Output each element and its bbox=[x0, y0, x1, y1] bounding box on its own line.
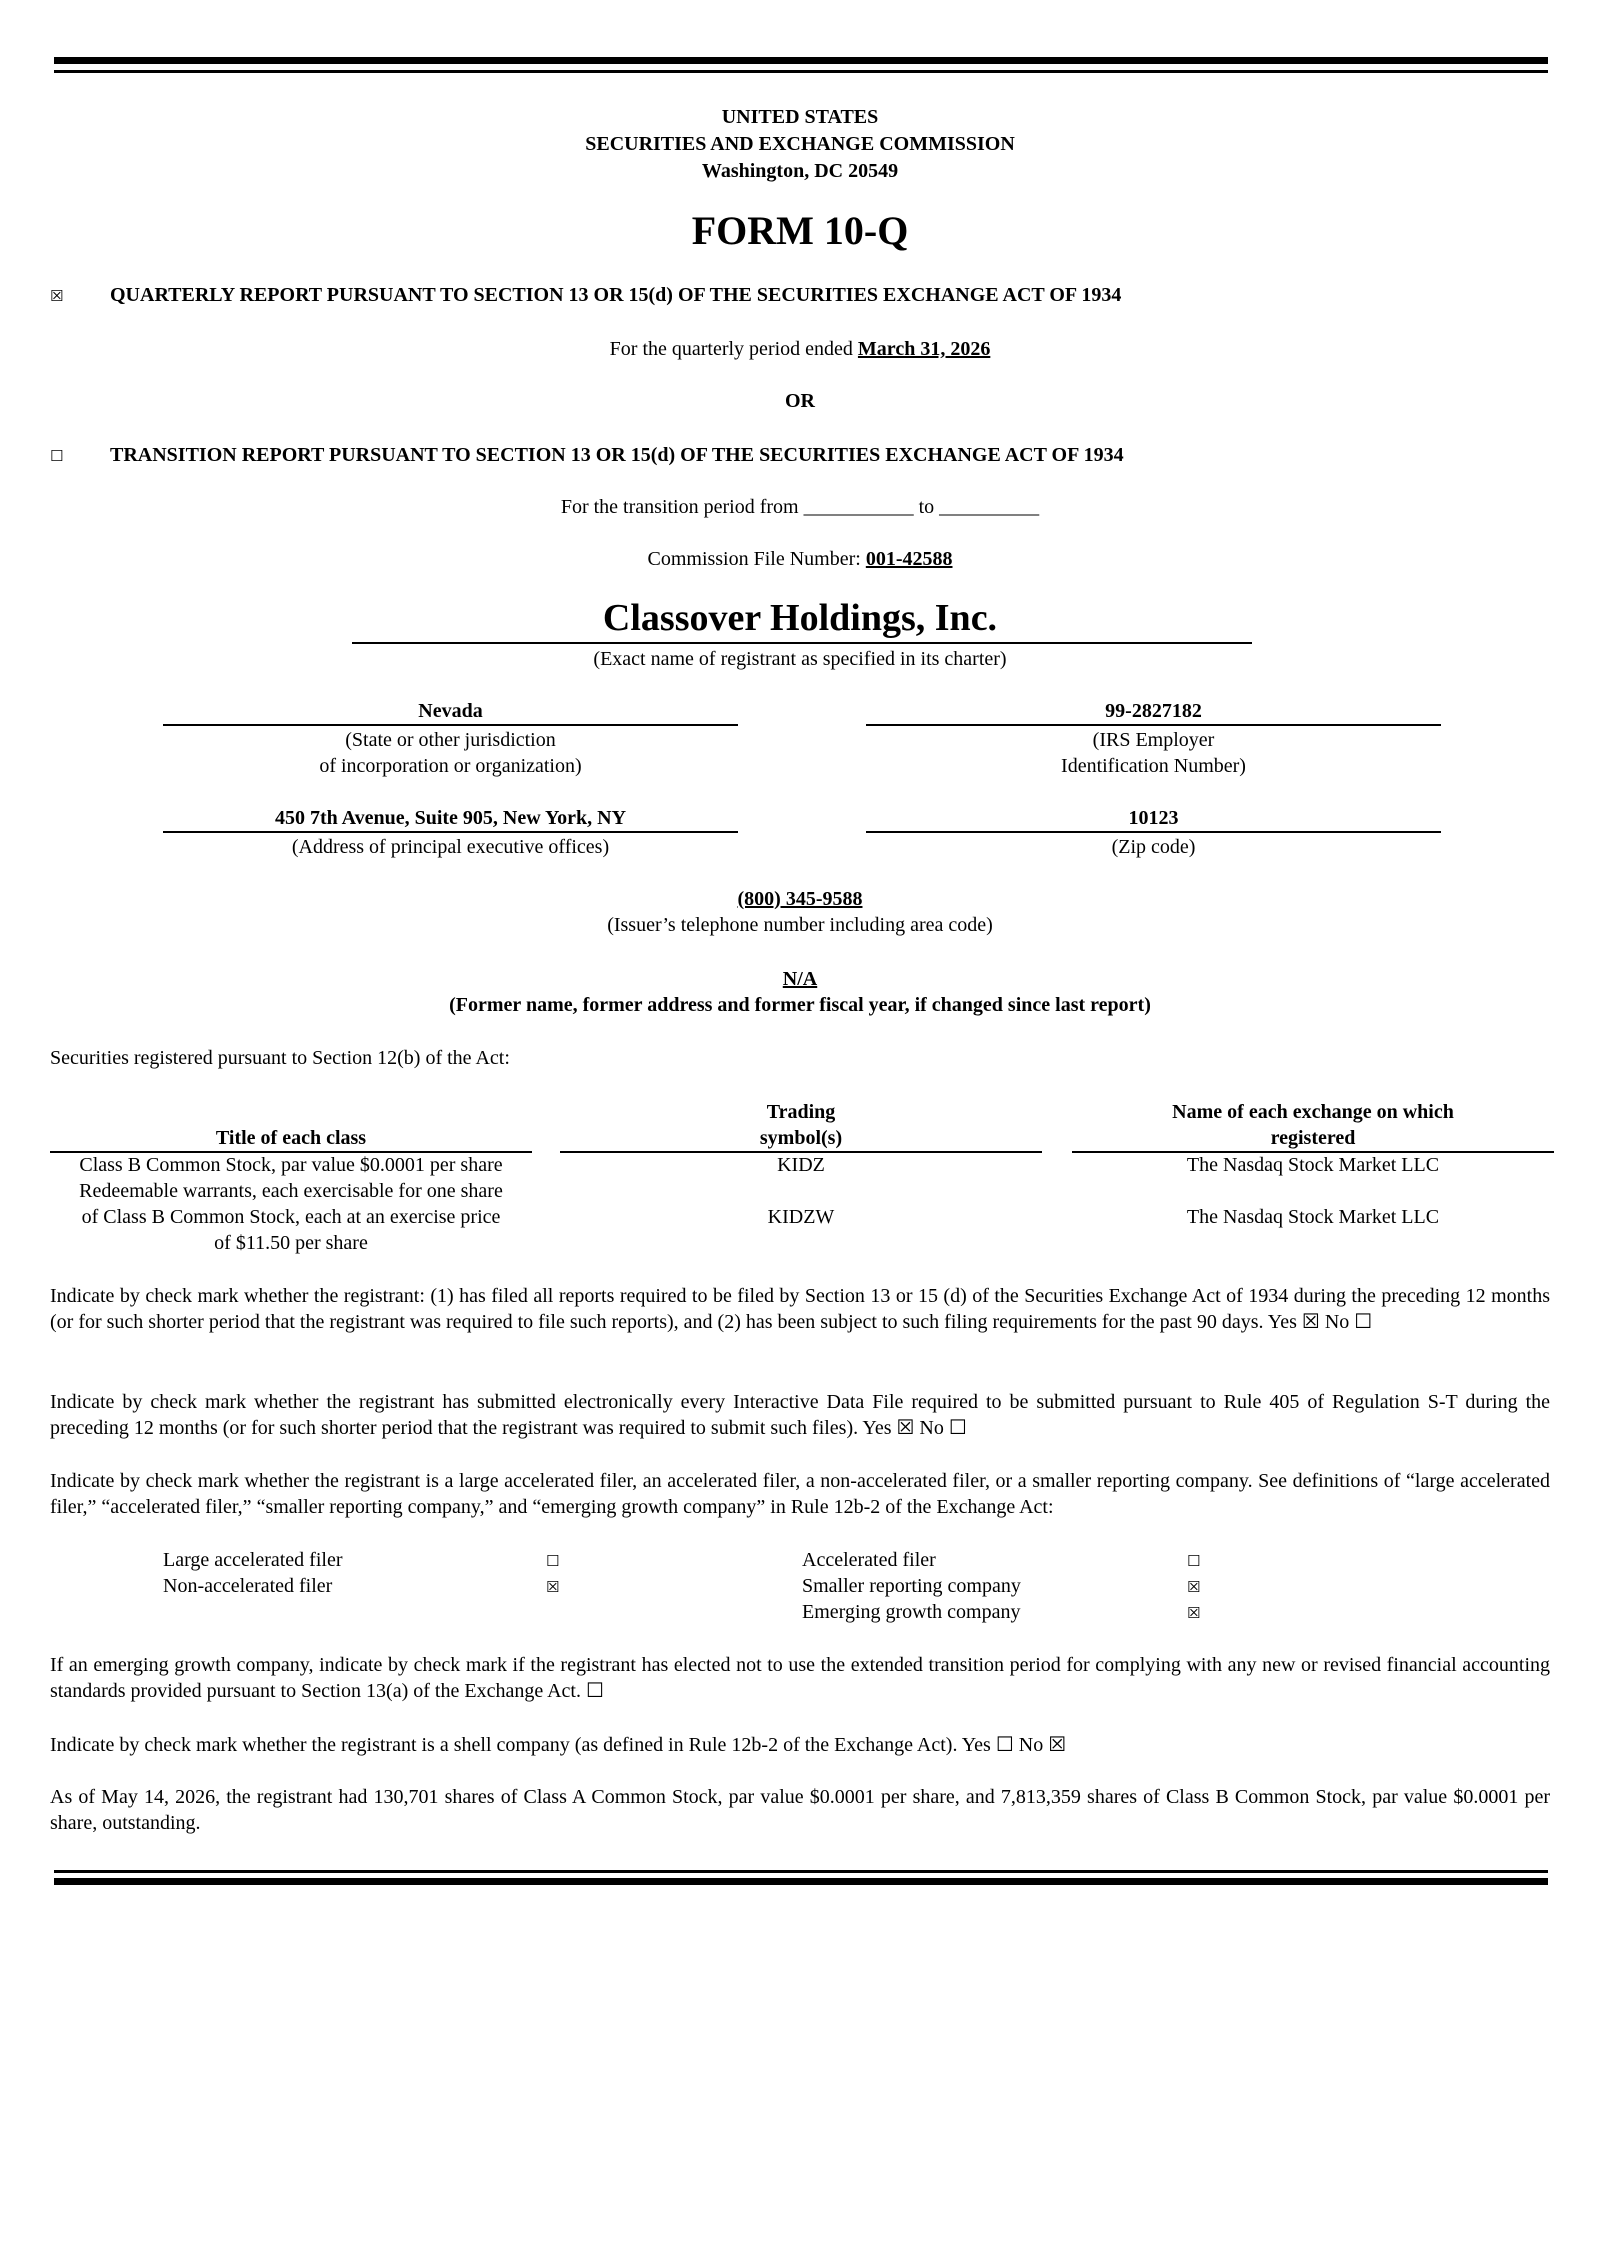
col-header-exchange-1: Name of each exchange on which bbox=[1172, 1101, 1454, 1123]
state-caption-1: (State or other jurisdiction bbox=[345, 729, 556, 751]
commission-prefix: Commission File Number: bbox=[647, 548, 866, 570]
col-header-symbol-1: Trading bbox=[766, 1101, 836, 1123]
address-caption: (Address of principal executive offices) bbox=[291, 836, 610, 858]
quarterly-period-line bbox=[0, 336, 1600, 362]
table-row-2-title-line-2: of Class B Common Stock, each at an exercise price bbox=[81, 1206, 501, 1228]
period-date: March 31, 2026 bbox=[857, 338, 991, 360]
quarterly-checkbox: ☒ bbox=[50, 287, 64, 305]
table-row-1-symbol: KIDZ bbox=[777, 1154, 825, 1176]
zip-value: 10123 bbox=[1128, 807, 1179, 829]
table-row-1-title: Class B Common Stock, par value $0.0001 per share bbox=[79, 1154, 503, 1176]
bottom-rule-thick bbox=[54, 1878, 1548, 1885]
filer-status-paragraph: Indicate by check mark whether the registrant is a large accelerated filer, an accelerated filer, a non-accelerated filer, or a smaller reporting company. See definitions of “large accelerated filer,” “accelerated filer,” “smaller reporting company,” and “emerging growth company” in Rule 12b-2 of the Exchange Act: bbox=[50, 1470, 1550, 1518]
state-value: Nevada bbox=[418, 700, 483, 722]
ein-rule bbox=[866, 724, 1441, 726]
address-value: 450 7th Avenue, Suite 905, New York, NY bbox=[274, 807, 627, 829]
filed-reports-answer: Yes ☒ No ☐ bbox=[1267, 1311, 1373, 1333]
state-rule bbox=[163, 724, 738, 726]
zip-caption: (Zip code) bbox=[1111, 836, 1196, 858]
address-rule bbox=[163, 831, 738, 833]
securities-intro: Securities registered pursuant to Section 12(b) of the Act: bbox=[50, 1047, 510, 1069]
table-row-1-exchange: The Nasdaq Stock Market LLC bbox=[1186, 1154, 1440, 1176]
emerging-growth-label: Emerging growth company bbox=[802, 1601, 1021, 1623]
smaller-reporting-label: Smaller reporting company bbox=[802, 1575, 1021, 1597]
col-header-exchange-2: registered bbox=[1270, 1127, 1356, 1149]
egc-paragraph: If an emerging growth company, indicate by check mark if the registrant has elected not to use the extended transition period for complying with any new or revised financial accounting standards provided pursuant to Section 13(a) of the Exchange Act. ☐ bbox=[50, 1654, 1550, 1702]
filed-reports-text: Indicate by check mark whether the registrant: (1) has filed all reports required to be filed by Section 13 or 15 (d) of the Securities Exchange Act of 1934 during the preceding 12 months (or for such shorter period that the registrant was required to file such reports), and (2) has been subject to such filing requirements for the past 90 days. bbox=[50, 1285, 1550, 1333]
quarterly-report-label: QUARTERLY REPORT PURSUANT TO SECTION 13 OR 15(d) OF THE SECURITIES EXCHANGE ACT OF 1934 bbox=[110, 284, 1122, 306]
col-header-title: Title of each class bbox=[215, 1127, 367, 1149]
registrant-name-caption: (Exact name of registrant as specified in its charter) bbox=[593, 648, 1007, 670]
table-row-2-title-line-3: of $11.50 per share bbox=[214, 1232, 368, 1254]
form-title: FORM 10-Q bbox=[691, 208, 909, 253]
transition-report-label: TRANSITION REPORT PURSUANT TO SECTION 13 OR 15(d) OF THE SECURITIES EXCHANGE ACT OF 1934 bbox=[110, 444, 1124, 466]
former-name: N/A bbox=[782, 968, 818, 990]
filed-reports-paragraph bbox=[50, 1283, 1550, 1335]
header-line-2: SECURITIES AND EXCHANGE COMMISSION bbox=[585, 133, 1015, 155]
top-rule-thick bbox=[54, 57, 1548, 64]
smaller-reporting-checkbox: ☒ bbox=[1187, 1578, 1201, 1596]
accelerated-label: Accelerated filer bbox=[802, 1549, 936, 1571]
large-accelerated-checkbox: ☐ bbox=[546, 1552, 560, 1570]
table-row-2-exchange: The Nasdaq Stock Market LLC bbox=[1186, 1206, 1440, 1228]
transition-checkbox: ☐ bbox=[50, 447, 64, 465]
ein-caption-2: Identification Number) bbox=[1061, 755, 1246, 777]
interactive-data-answer: Yes ☒ No ☐ bbox=[862, 1417, 967, 1439]
period-prefix: For the quarterly period ended bbox=[609, 338, 858, 360]
non-accelerated-checkbox: ☒ bbox=[546, 1578, 560, 1596]
top-rule-thin bbox=[54, 70, 1548, 73]
shares-outstanding-paragraph: As of May 14, 2026, the registrant had 130,701 shares of Class A Common Stock, par value $0.0001 per share, and 7,813,359 shares of Class B Common Stock, par value $0.0001 per share, outstanding. bbox=[50, 1786, 1550, 1834]
ein-caption-1: (IRS Employer bbox=[1092, 729, 1215, 751]
table-row-2-symbol: KIDZW bbox=[767, 1206, 835, 1228]
header-line-3: Washington, DC 20549 bbox=[701, 160, 899, 182]
transition-period-line: For the transition period from ___________ to __________ bbox=[560, 496, 1040, 518]
registrant-name: Classover Holdings, Inc. bbox=[602, 597, 998, 639]
shell-company-paragraph: Indicate by check mark whether the registrant is a shell company (as defined in Rule 12b-2 of the Exchange Act). Yes ☐ No ☒ bbox=[50, 1734, 1067, 1756]
registrant-name-rule bbox=[352, 642, 1252, 644]
bottom-rule-thin bbox=[54, 1870, 1548, 1873]
interactive-data-paragraph bbox=[50, 1389, 1550, 1441]
header-line-1: UNITED STATES bbox=[721, 106, 879, 128]
ein-value: 99-2827182 bbox=[1105, 700, 1202, 722]
col-header-symbol-2: symbol(s) bbox=[759, 1127, 843, 1149]
phone-number: (800) 345-9588 bbox=[737, 888, 863, 910]
table-row-2-title-line-1: Redeemable warrants, each exercisable for one share bbox=[79, 1180, 503, 1202]
non-accelerated-label: Non-accelerated filer bbox=[163, 1575, 333, 1597]
or-label: OR bbox=[785, 390, 815, 412]
commission-file-line bbox=[0, 546, 1600, 572]
phone-caption: (Issuer’s telephone number including area code) bbox=[607, 914, 993, 936]
zip-rule bbox=[866, 831, 1441, 833]
interactive-data-text: Indicate by check mark whether the registrant has submitted electronically every Interactive Data File required to be submitted pursuant to Rule 405 of Regulation S-T during the preceding 12 months (or for such shorter period that the registrant was required to submit such files). bbox=[50, 1391, 1550, 1439]
large-accelerated-label: Large accelerated filer bbox=[163, 1549, 343, 1571]
former-name-caption: (Former name, former address and former fiscal year, if changed since last report) bbox=[449, 994, 1151, 1016]
commission-number: 001-42588 bbox=[865, 548, 953, 570]
emerging-growth-checkbox: ☒ bbox=[1187, 1604, 1201, 1622]
state-caption-2: of incorporation or organization) bbox=[319, 755, 582, 777]
accelerated-checkbox: ☐ bbox=[1187, 1552, 1201, 1570]
